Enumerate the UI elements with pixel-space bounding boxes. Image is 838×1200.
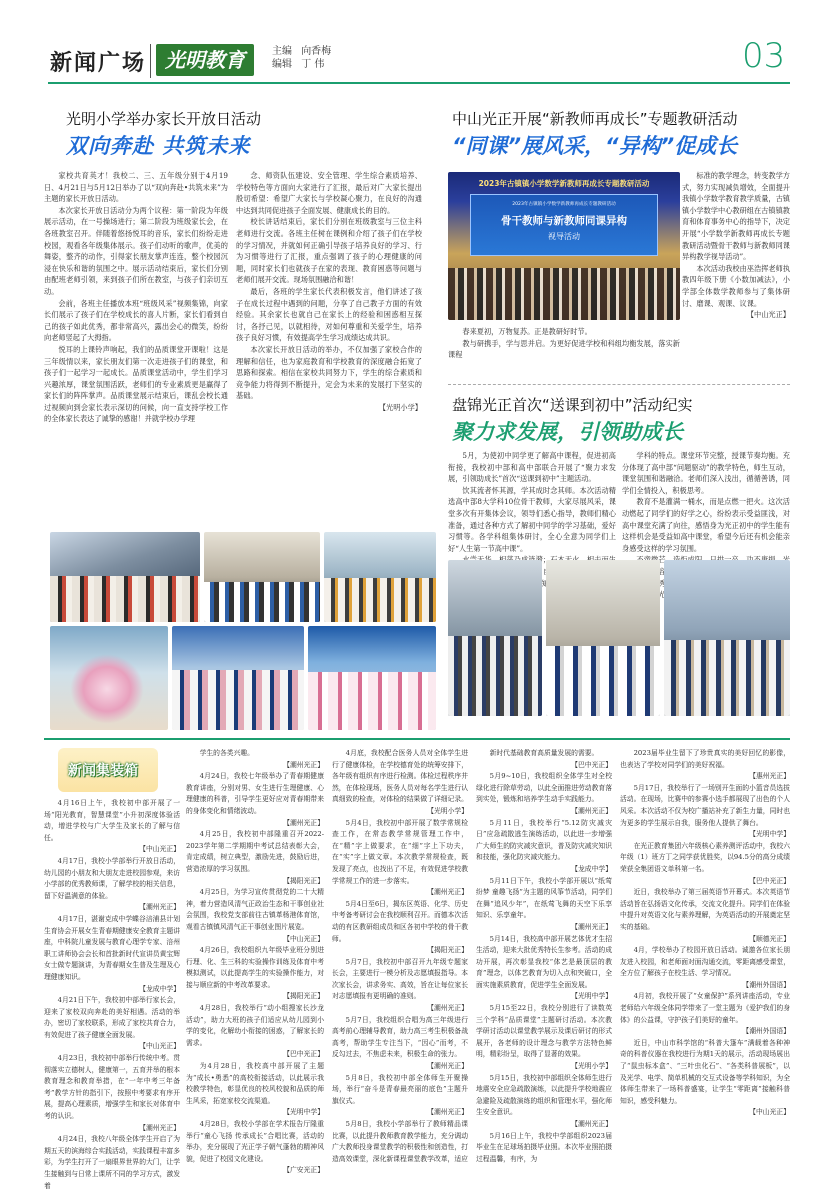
proof-name: 丁 伟 [301,59,325,70]
teaching-seminar-photo [448,172,680,320]
seminar-photo-banner: 2023年古镇镇小学数学新教师再成长专题教研活动 [478,179,650,188]
article3-subhead: 聚力求发展，引领助成长 [452,420,683,444]
article2-subhead: “同课”展风采，“异构”促成长 [452,134,738,158]
class-photo-right [324,532,436,622]
article3-column-2: 学科的特点。课堂环节完整，授课节奏均衡。充分体现了高中部“问题驱动”的教学特色，师生互动，课堂氛围和谐融洽。老师们深入浅出，循循善诱，同学们全情投入，积极思考。 教育不是灌满一桶水，而是点燃一把火。这次活动燃起了同学们的好学之心，纷纷表示受益匪浅，对高中课堂充满了向往，感悟身为光正初中的学生能有这样机会是受益如高中课堂，希望今后还有机会能亲身感受这样的学习氛围。 [622,450,790,668]
article2-headline: 中山光正开展“新教师再成长”专题教研活动 [452,110,738,128]
article1-signature: 【光明小学】 [378,402,422,412]
page-number: 03 [742,36,786,76]
article2-signature: 【中山光正】 [746,310,790,320]
article1-headline: 光明小学举办家长开放日活动 [66,110,262,128]
editor-name: 向香梅 [301,46,332,57]
briefs-header-label: 新闻集装箱 [68,763,138,779]
article3-column-1: 5月，为使初中同学更了解高中课程，促进初高衔接，我校初中部和高中部联合开展了“聚力求发展，引领助成长”首次“送课到初中”主题活动。 饮其流者怀其源，学其成时念其师。本次活动精选高中部8大学科10位骨干教师，大家尽展风采，课堂多次有开集体会议，领导们悉心指导，教师们精心准备，通过各种方式了解初中同学的学习基础，爱好习惯等。各学科组集体研讨，全心全意为同学们上好“人生第一节高中课”。 [448,451,616,553]
newspaper-logo: 光明教育 [156,44,254,76]
performance-photo-left [50,626,168,730]
proof-label: 编辑 [272,59,292,70]
send-class-photo-right [664,560,790,716]
section-title: 新闻广场 [50,51,147,76]
performance-photo-center [172,626,304,730]
masthead-rule [48,82,790,84]
briefs-header-badge [58,748,158,792]
performance-photo-right [308,626,436,730]
send-class-photo-center [546,560,660,716]
class-photo-center [204,532,320,622]
briefs-column-4: 新时代基础教育高质量发展的需要。 【巴中光正】 5月9~10日，我校组织全体学生对全校绿化进行除草劳动，以此全面推进劳动教育落到实处，锻炼和培养学生动手实践能力。 【潮州光正】 5月11日，我校举行“5.12防灾减灾日”应急疏散逃生演练活动，以此进一步增强广大师生的防灾减灾意识，普及防灾减灾知识和技能，强化防灾减灾能力。 【龙成中学】 5月11日下午，我校小学部开展以“纸莺纷梦 童趣飞扬”为主题的风筝节活动，同学们在舞“追风少年”，在纸莺飞舞的天空下乐享知识、乐享童年。 【潮州光正】 5月14日，我校高中部开展艺体优才生招生活动，迎来大批优秀特长生参考。活动的成功开展，再次彰显我校“体艺是最顶层的教育”理念，以体艺教育为切入点和突破口，全面实施素质教育，促进学生全面发展。 【光明中学】 5月15至22日，我校分别进行了读数英三个学科“品质课堂”主题研讨活动。本次教学研讨活动以课堂教学展示及课后研讨的形式展开，各老师的设计理念与教学方法特色鲜明，精彩纷呈，取得了显著的效果。 【光明小学】 5月15日，我校初中部组织全体师生进行地震安全应急疏散演练，以此提升学校地震应急避险及疏散演练的组织和管理水平，强化师生安全意识。 【潮州光正】 5月16日上午，我校中学部组织2023届毕业生在足球场拍摄毕业照。本次毕业照拍摄过程温馨，有序，为 [476,749,612,1163]
editor-credit [272,45,331,71]
briefs-column-1: 4月16日上午，我校初中部开展了一场“阳光教育，智慧课堂”小升初深度体验活动，增进学校与广大学生及家长的了解与信任。 【中山光正】 4月17日，我校小学部举行开放日活动，幼儿园的小朋友和大朋友走进校园参观，来访小学部的优秀教师课，了解学校的相关信息，留下好温满意的体验。 【潮州光正】 4月17日，湛谢克成中学蝶谷涪浦县计划生育协会开展女生青春期健康安全教育主题讲座，中科院儿童发展与教育心理学专家、涪州职工讲师协会会长和首批新时代宣讲员黄宝辉女士做专题演讲，为青春期女生普及生理及心理健康知识。 【龙成中学】 4月21日下午，我校初中部举行家长会，迎来了家校双向奔赴的美好相遇。活动的举办，密切了家校联系，形成了家校共育合力，有效促进了孩子健康全面发展。 【中山光正】 4月23日，我校初中部举行传统中考。贯彻落实立德树人，健康第一，五育并举的根本教育理念和教育举措，在“一年中考三年备考”教学方针的指引下，按照中考要求有序开展，提高心理素质，增强学生和家长对体育中考的认识。 【潮州光正】 4月24日，我校八年级全体学生开启了为期五天的滨海综合实践活动，实践课程丰富多彩，为学生打开了一扇眼界世界的大门，让学生接触到与日常上课所不同的学习方式，激发着 [44,799,180,1190]
editor-label: 主编 [272,46,292,57]
seminar-stage-board: 2023年古镇镇小学数学新教师再成长专题教研活动 骨干教师与新教师同课异构 视导活动 [470,194,658,256]
briefs-column-3: 4月底，我校配合医务人员对全体学生进行了健康体检，在学校德育处的统筹安排下，各年级有组织有序进行检测。体检过程秩序井然，在体检现场，医务人员对每名学生进行认真细致的检查，对体检的结果做了详细记录。 【光明小学】 5月4日，我校初中部开展了数学常规检查工作，在常态教学常规管理工作中，在“精”字上做要求，在“细”字上下功夫，在“实”字上做文章。本次教学常规检查，既发现了亮点，也找出了不足，有效促进学校教学常规工作的进一步落实。 【潮州光正】 5月4日至6日，揭东区英语、化学、历史中考备考研讨会在我校顺利召开。而德本次活动的有区教研组成员和区各初中学校的骨干教师。 【揭阳光正】 5月7日，我校初中部召开九年级专题家长会，主要进行一模分析及志愿填报指导。本次家长会，讲求务实、高效，旨在让每位家长对志愿填报有更明确的准则。 【潮州光正】 5月7日，我校组织合唱为高三年级进行高考前心理辅导教育，助力高三考生积极备战高考，帮助学生专注当下，“因心”而考，不反勾过去，不焦虑未来，积极生命的张力。 【潮州光正】 5月8日，我校初中部全体师生开聚操场，举行“奋斗是青春最亮丽的底色”主题升旗仪式。 【潮州光正】 5月8日，我校小学部举行了教师精品课比赛，以此提升教师教育教学能力，充分调动广大教师投身课堂教学的积极性和创造性，打造高效课堂，深化新课程课堂教学改革，适应 [332,749,468,1163]
article1-column-1: 家校共育英才！我校二、三、五年级分别于4月19日、4月21日与5月12日举办了以“双向奔赴•共筑未来”为主题的家长开放日活动。 本次家长开放日活动分为两个议程：第一阶段为年级展示活动，在一号操场进行；第二阶段为班级家长会，在各班教室召开。伴随着悠扬悦耳的音乐，家长们纷纷走进校园，观看各年级集体展示。孩子们动听的歌声，优美的舞姿，整齐的动作，引得家长朋友掌声连连，整个校园沉浸在快乐和谐的氛围之中。展示活动结束后，家长们分别由配班老师引领，来到孩子们所在教室，与孩子们亲切互动。 会前，各班主任播放本班“班级风采”视频集锦，向家长们展示了孩子们在学校成长的喜人片断，家长们看到自己的孩子如此优秀，都非常高兴，露出会心的微笑，纷纷向老师竖起了大拇指。 悦耳的上课铃声响起，我们的品质课堂开课啦！这是三年级情以来，家长朋友们第一次走进孩子们的课堂，和孩子们一起学习一起成长。品质课堂活动中，学生们学习兴趣浓厚，课堂氛围活跃，老师们的专业素质更是赢得了家长们的阵阵掌声。品质课堂展示结束后，课乱会校长通过视频向到会家长表示深切的问候，向一直支持学校工作的全体家长表达了诚挚的感谢！并就学校办学理 [44,171,228,424]
class-photo-left [50,532,200,622]
article1-subhead: 双向奔赴 共筑未来 [66,134,251,158]
masthead-divider [150,44,151,78]
briefs-divider [44,738,790,740]
article2-left-column: 春来夏初，万物复苏。正是教研好时节。 教与研携手，学与思并启。为更好促进学校和科组均衡发展，落实新课程 [448,327,680,360]
article2-right-column: 标准的教学理念，转变教学方式，努力实现减负增效，全面提升我镇小学数学教育教学质量，古镇镇小学数学中心教研组在古镇镇教育和体育事务中心的指导下，决定开展“小学数学新教师再成长专题教研活动暨骨干教师与新教师同课异构教学视导活动”。 本次活动我校由巫浩挥老师执教四年级下册《小数加减法》，小学部全体数学教师参与了集体研讨、磨课、观课、议课。 【中山光正】 [682,171,790,320]
article1-column-2: 念、师资队伍建设、安全管理、学生综合素质培养、学校特色等方面向大家进行了汇报，最后对广大家长提出殷切希望：希望广大家长与学校凝心聚力，在良好的沟通中达到共同促进孩子全面发展、健康成长的目的。 校长讲话结束后，家长们分别在班级教室与三位主科老师进行交流。各班主任树在课例和介绍了孩子们在学校的学习情况，并就如何正确引导孩子培养良好的学习、行为习惯等进行了汇报，重点强调了孩子的心理健康的问题，同时家长们也就孩子在家的表现、教育困惑等问题与老师们展开交流。现场氛围融洽和谐！ 最后，各班的学生家长代表积极发言，他们讲述了孩子在成长过程中遇到的问题，分享了自己教子方面的有效经验。其余家长也就自己在家长上的经验和困惑相互探讨，各抒己见，以就相待，对如何尊重和关爱学生，培养孩子良好习惯，有效提高学生学习成绩达成共识。 本次家长开放日活动的举办，不仅加强了家校合作的理解和信任，也为家庭教育和学校教育的深度融合拓宽了思路和探索。相信在家校共同努力下，学生的综合素质和竞争能力将得到不断提升，定会为未来的发展打下坚实的基础。 【光明小学】 [236,171,422,412]
briefs-column-2: 学生的各类兴趣。 【潮州光正】 4月24日，我校七年级举办了青春期健康教育讲座，分别对男、女生进行生理健康、心理健康的科普，引导学生更好应对青春期带来的身体变化和情绪波动。 【潮州光正】 4月25日，我校初中部隆重召开2022-2023学年第二学期期中考试总结表彰大会，肯定成绩，树立典型，激励先进，鼓励后进，营造浓厚的学习氛围。 【揭阳光正】 4月25日，为学习宣传贯彻党的二十大精神，着力营造风清气正政治生态和干事创业社会氛围，我校党支部前往古镇革杨港体育馆，观看古镇镇风清气正干事创业图片展览。 【中山光正】 4月26日，我校组织九年级毕业班分别进行理、化、生三科的实验操作训练及体育中考模拟测试，以此提高学生的实验操作能力，对接与顺应新的中考改革要求。 【揭阳光正】 4月28日，我校举行“动小组搜家长沙龙活动”，助力大班的孩子们适应从幼儿园到小学的变化，化解幼小衔接的困惑，了解家长的需求。 【巴中光正】 为4月28日，我校高中部开展了主题为“成长•勇悉”的高校衔接活动，以此展示我校教学特色，彰显优良的校风校貌和品质的师生风采，拓宽家校交流渠道。 【光明中学】 4月28日，我校小学部在学术报告厅隆重举行“童心飞扬 传承成长”合唱比赛，活动的举办，充分展现了光正学子朝气蓬勃的精神风貌，促进了校园文化建设。 【广安光正】 [186,749,324,1175]
section-divider [448,384,790,385]
seminar-audience [448,268,680,320]
send-class-photo-left [448,560,542,716]
article3-headline: 盘锦光正首次“送课到初中”活动纪实 [452,396,693,414]
briefs-column-5: 2023届毕业生留下了珍贵真实的美好回忆的影像，也表达了学校对同学们的美好祝福。 【惠州光正】 5月17日，我校举行了一场别开生面的小篮音员选拔活动。在现场，比赛中的参赛小选手都展现了出色的个人风采。本次活动不仅为校广播站补充了新生力量，同时也为更多的学生展示自我，服务他人提供了舞台。 【光明中学】 在光正教育集团六年级核心素养测评活动中，我校六年级（1）班方丁之同学获优胜奖，以94.5分的高分成绩荣获全集团语文单科第一名。 【巴中光正】 近日，我校举办了第三届英语节开幕式。本次英语节活动旨在弘扬语文化传承，交流文化提升。同学们在体验中提升对英语文化与素养理解，为英语活动的开展奠定坚实的基础。 【顺德光正】 4月，学校举办了校园开放日活动。诚邀各位家长朋友进入校园，和老师面对面沟通交流，零距离感受课堂，全方位了解孩子在校生活、学习情况。 【潮州外国语】 4月初，我校开展了“女童保护”系列讲座活动，专业老师给六年级全体同学带来了一堂主题为《爱护我们的身体》的公益课，守护孩子们美好的童年。 【潮州外国语】 近日，中山市科学馆的“科普大篷车”满载着各种神奇的科普仪器在我校进行为期1天的展示，活动现场展出了“鼠虫标本盒”、“三叶虫化石”、“各类科普展板”，以及光学、电学、简单机械的交互式设备等学科知识，为全体师生带来了一场科普盛宴，让学生“零距离”接触科普知识，感受科魅力。 【中山光正】 [620,749,790,1117]
